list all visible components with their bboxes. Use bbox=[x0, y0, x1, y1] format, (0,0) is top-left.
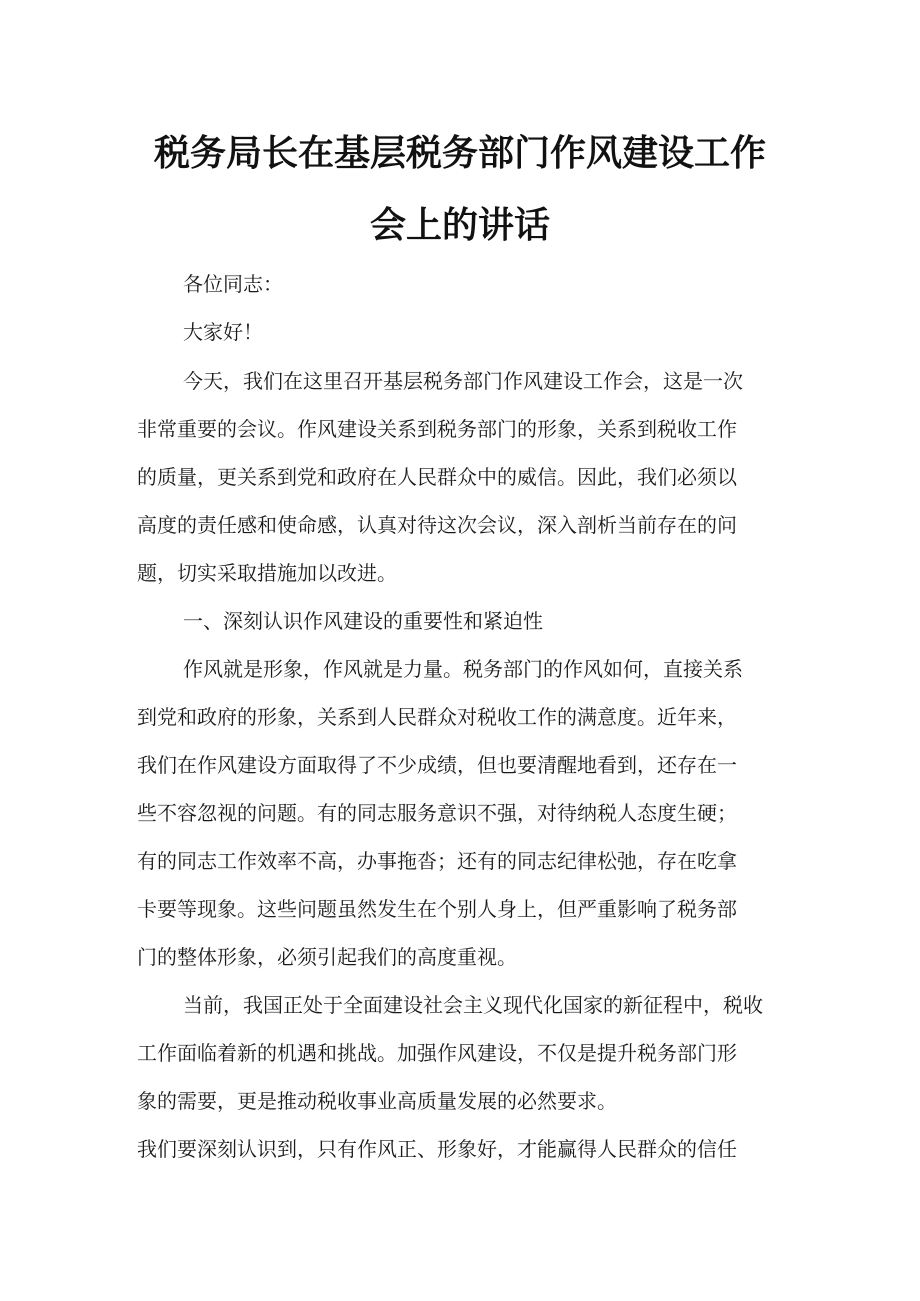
paragraph-line: 作风就是形象，作风就是力量。税务部门的作风如何，直接关系 bbox=[183, 657, 743, 681]
paragraph-line: 到党和政府的形象，关系到人民群众对税收工作的满意度。近年来， bbox=[137, 705, 737, 729]
paragraph-line: 象的需要，更是推动税收事业高质量发展的必然要求。 bbox=[137, 1089, 617, 1113]
paragraph-line: 门的整体形象，必须引起我们的高度重视。 bbox=[137, 945, 517, 969]
paragraph-line: 的质量，更关系到党和政府在人民群众中的威信。因此，我们必须以 bbox=[137, 465, 737, 489]
paragraph-line: 高度的责任感和使命感，认真对待这次会议，深入剖析当前存在的问 bbox=[137, 513, 737, 537]
paragraph-line: 我们要深刻认识到，只有作风正、形象好，才能赢得人民群众的信任 bbox=[137, 1137, 737, 1161]
greeting: 大家好！ bbox=[183, 320, 263, 344]
paragraph-line: 有的同志工作效率不高，办事拖沓；还有的同志纪律松弛，存在吃拿 bbox=[137, 849, 737, 873]
document-title-line-1: 税务局长在基层税务部门作风建设工作 bbox=[153, 133, 766, 174]
paragraph-line: 题，切实采取措施加以改进。 bbox=[137, 561, 397, 585]
paragraph-line: 当前，我国正处于全面建设社会主义现代化国家的新征程中，税收 bbox=[183, 993, 763, 1017]
salutation: 各位同志： bbox=[183, 272, 283, 296]
paragraph-line: 非常重要的会议。作风建设关系到税务部门的形象，关系到税收工作 bbox=[137, 417, 737, 441]
paragraph-line: 今天，我们在这里召开基层税务部门作风建设工作会，这是一次 bbox=[183, 369, 743, 393]
paragraph-line: 卡要等现象。这些问题虽然发生在个别人身上，但严重影响了税务部 bbox=[137, 897, 737, 921]
paragraph-line: 我们在作风建设方面取得了不少成绩，但也要清醒地看到，还存在一 bbox=[137, 753, 737, 777]
paragraph-line: 工作面临着新的机遇和挑战。加强作风建设，不仅是提升税务部门形 bbox=[137, 1041, 737, 1065]
document-title-line-2: 会上的讲话 bbox=[369, 205, 550, 246]
section-heading: 一、深刻认识作风建设的重要性和紧迫性 bbox=[183, 609, 543, 633]
paragraph-line: 些不容忽视的问题。有的同志服务意识不强，对待纳税人态度生硬； bbox=[137, 801, 737, 825]
